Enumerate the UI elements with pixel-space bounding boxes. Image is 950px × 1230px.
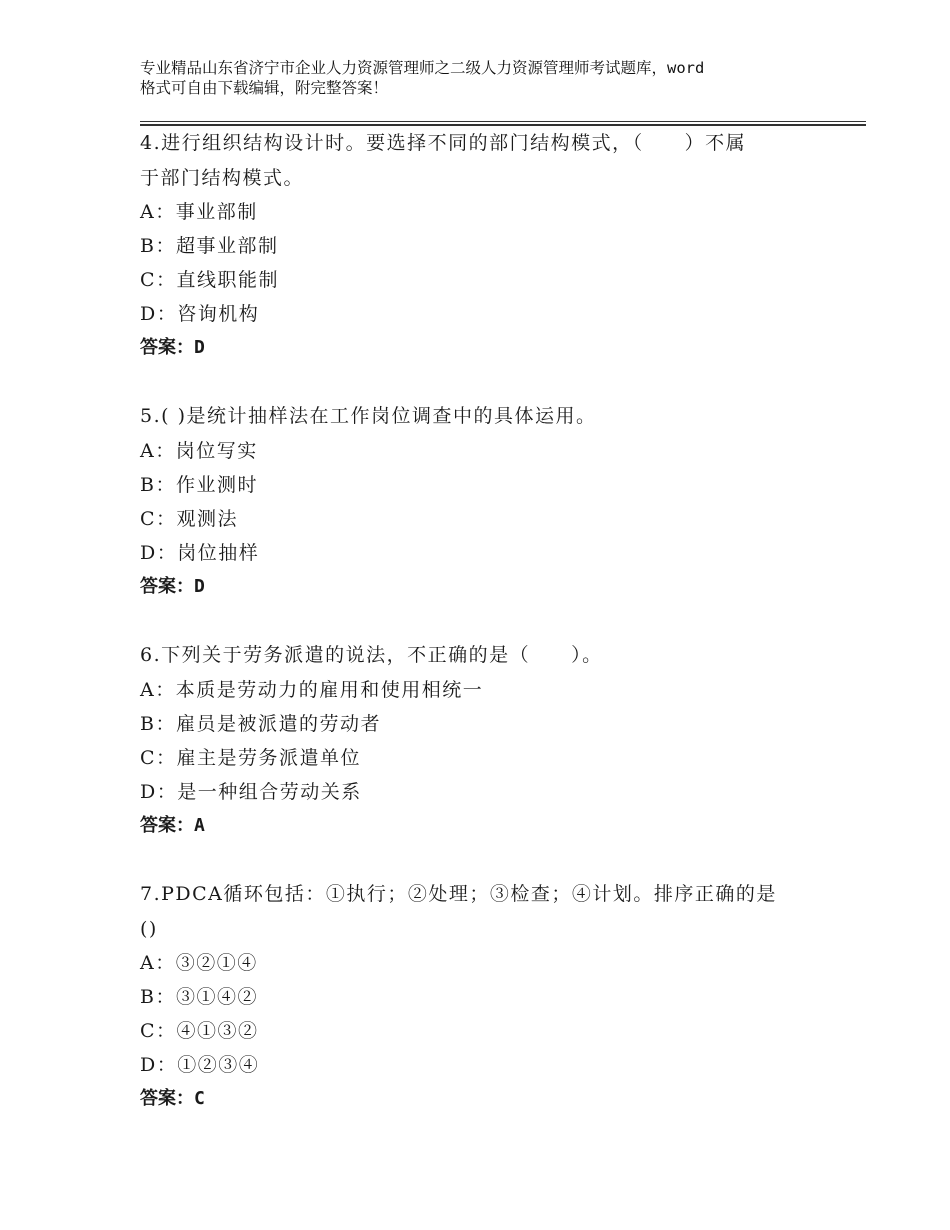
header-title-line-2: 格式可自由下载编辑，附完整答案！ (140, 79, 389, 97)
document-header (140, 58, 840, 98)
option-c: C：观测法 (140, 508, 239, 530)
option-a: A：岗位写实 (140, 440, 258, 462)
option-c: C：雇主是劳务派遣单位 (140, 747, 362, 769)
option-a: A：③②①④ (140, 952, 258, 974)
question-stem: 6.下列关于劳务派遣的说法，不正确的是（ ）。 (140, 644, 603, 666)
answer-label: 答案：C (140, 1088, 205, 1109)
option-b: B：超事业部制 (140, 235, 279, 257)
option-c: C：④①③② (140, 1020, 259, 1042)
answer-label: 答案：D (140, 576, 205, 597)
option-b: B：③①④② (140, 986, 258, 1008)
question-stem: () (140, 918, 158, 940)
question-stem: 5.( )是统计抽样法在工作岗位调查中的具体运用。 (140, 405, 597, 427)
option-d: D：岗位抽样 (140, 542, 260, 564)
question-stem: 7.PDCA循环包括：①执行；②处理；③检查；④计划。排序正确的是 (140, 883, 777, 905)
option-d: D：①②③④ (140, 1054, 260, 1076)
header-title-line-1: 专业精品山东省济宁市企业人力资源管理师之二级人力资源管理师考试题库，word (140, 59, 705, 77)
option-a: A：事业部制 (140, 201, 258, 223)
option-d: D：是一种组合劳动关系 (140, 781, 362, 803)
answer-label: 答案：A (140, 815, 205, 836)
question-stem: 于部门结构模式。 (140, 167, 305, 189)
option-d: D：咨询机构 (140, 303, 260, 325)
question-stem: 4.进行组织结构设计时。要选择不同的部门结构模式，（ ）不属 (140, 132, 747, 154)
option-b: B：作业测时 (140, 474, 258, 496)
option-c: C：直线职能制 (140, 269, 280, 291)
option-a: A：本质是劳动力的雇用和使用相统一 (140, 679, 484, 701)
answer-label: 答案：D (140, 337, 205, 358)
header-divider-thin (140, 121, 866, 122)
option-b: B：雇员是被派遣的劳动者 (140, 713, 381, 735)
